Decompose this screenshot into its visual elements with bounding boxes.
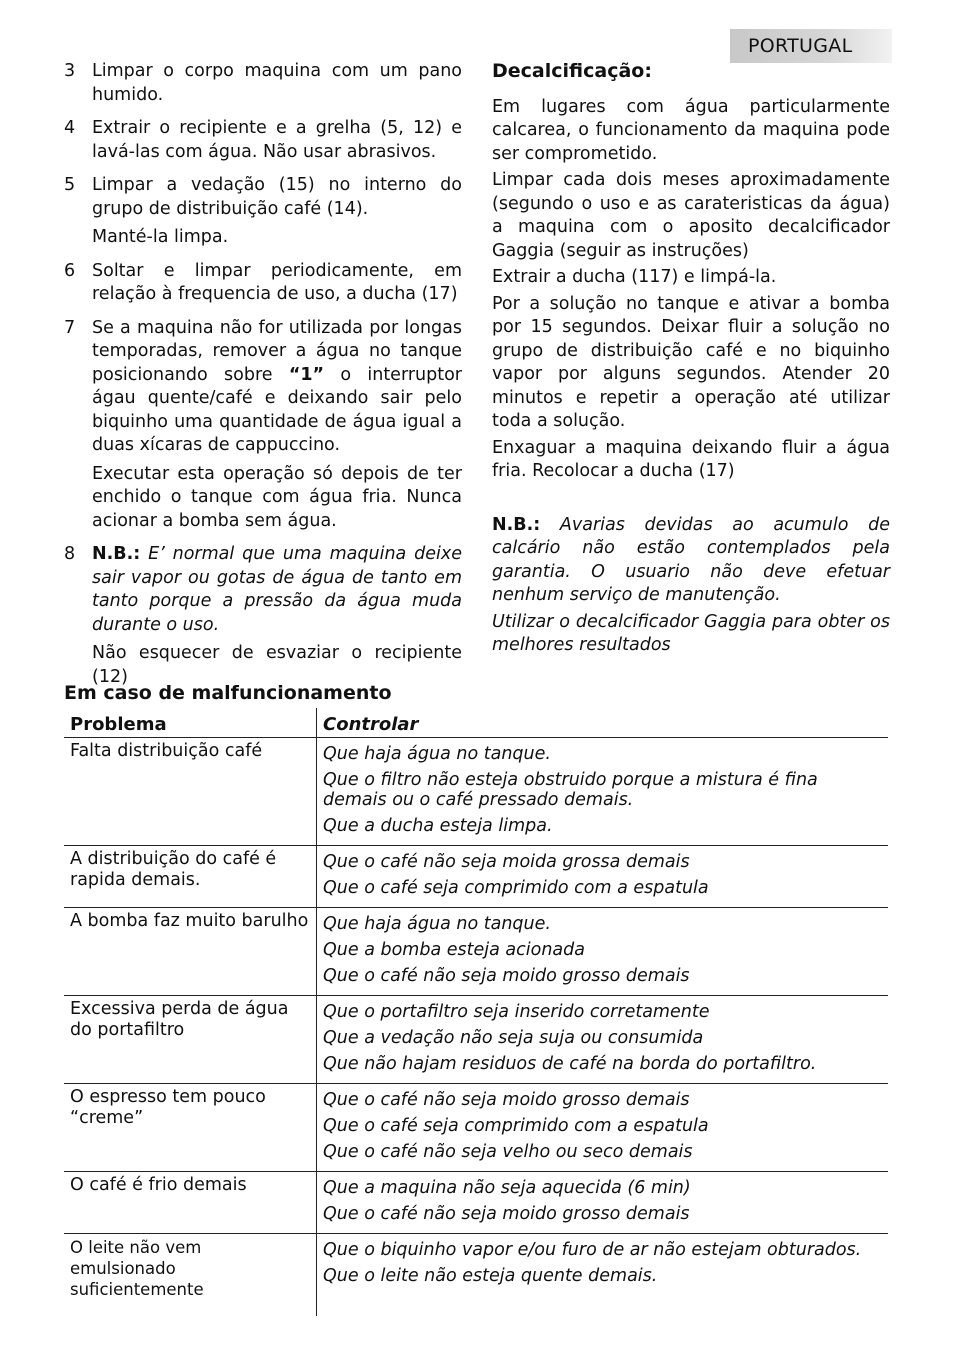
check-item: Que a maquina não seja aquecida (6 min)	[323, 1178, 691, 1198]
check-item: Que o leite não esteja quente demais.	[323, 1266, 658, 1286]
item-text: Manté-la limpa.	[92, 227, 229, 247]
table-row	[64, 908, 888, 996]
item-text: Se a maquina não for utilizada por longas temporadas, remover a água no tanque posicionando sobre “1” o interruptor ágau quente/café e deixando sair pelo biquinho uma quantidade de água igual a duas xícaras de cappuccino.	[92, 317, 462, 455]
list-item	[64, 60, 462, 112]
problem-cell: A bomba faz muito barulho	[70, 911, 309, 931]
check-item: Que haja água no tanque.	[323, 914, 551, 934]
descaling-section	[492, 60, 890, 661]
item-text: Limpar a vedação (15) no interno do grupo de distribuição café (14).	[92, 175, 462, 219]
problem-cell: Falta distribuição café	[70, 741, 263, 761]
check-cell	[317, 846, 889, 908]
item-text: Limpar o corpo maquina com um pano humido.	[92, 61, 462, 105]
check-item: Que a bomba esteja acionada	[323, 940, 585, 960]
check-cell	[317, 1234, 889, 1317]
column-header-check: Controlar	[317, 708, 889, 738]
check-item: Que o café não seja moido grosso demais	[323, 1090, 690, 1110]
paragraph: Em lugares com água particularmente calcarea, o funcionamento da maquina pode ser comprometido.	[492, 96, 890, 164]
check-item: Que o portafiltro seja inserido corretamente	[323, 1002, 710, 1022]
table-row	[64, 846, 888, 908]
problem-cell: Excessiva perda de água do portafiltro	[70, 999, 289, 1040]
check-item: Que o café não seja moida grossa demais	[323, 852, 690, 872]
item-number: 6	[64, 260, 76, 281]
check-item: Que haja água no tanque.	[323, 744, 551, 764]
column-header-problem: Problema	[70, 714, 167, 735]
table-row	[64, 1084, 888, 1172]
check-cell	[317, 1084, 889, 1172]
check-cell	[317, 1172, 889, 1234]
table-row	[64, 996, 888, 1084]
paragraph: Por a solução no tanque e ativar a bomba por 15 segundos. Deixar fluir a solução no grupo de distribuição café e no biquinho vapor por alguns segundos. Atender 20 minutos e repetir a operação até utilizar toda a solução.	[492, 293, 890, 431]
item-text: Extrair o recipiente e a grelha (5, 12) e lavá-las com água. Não usar abrasivos.	[92, 118, 462, 162]
list-item	[64, 543, 462, 694]
item-number: 3	[64, 61, 76, 81]
language-tab: PORTUGAL	[730, 29, 892, 63]
nb-label: N.B.:	[92, 544, 141, 564]
problem-cell: A distribuição do café é rapida demais.	[70, 849, 277, 890]
check-item: Que o café não seja moido grosso demais	[323, 1204, 690, 1224]
list-item	[64, 317, 462, 539]
item-number: 8	[64, 544, 76, 564]
item-number: 4	[64, 118, 76, 138]
check-item: Que o café seja comprimido com a espatula	[323, 1116, 709, 1136]
list-item	[64, 174, 462, 255]
table-header-row	[64, 708, 888, 738]
check-cell	[317, 996, 889, 1084]
paragraph: Enxaguar a maquina deixando fluir a água fria. Recolocar a ducha (17)	[492, 437, 890, 481]
cleaning-list	[64, 60, 462, 699]
problem-cell: O café é frio demais	[70, 1175, 247, 1195]
table-row	[64, 1172, 888, 1234]
item-number: 5	[64, 175, 76, 195]
check-item: Que não hajam residuos de café na borda do portafiltro.	[323, 1054, 817, 1074]
paragraph: Limpar cada dois meses aproximadamente (segundo o uso e as carateristicas da água) a maquina com o aposito decalcificador Gaggia (seguir as instruções)	[492, 170, 890, 261]
table-row	[64, 1234, 888, 1317]
nb-label: N.B.:	[492, 514, 541, 535]
check-item: Que o café não seja velho ou seco demais	[323, 1142, 693, 1162]
item-number: 7	[64, 317, 76, 338]
list-item	[64, 117, 462, 169]
list-item	[64, 260, 462, 312]
switch-position-label: “1”	[288, 364, 325, 385]
check-item: Que a vedação não seja suja ou consumida	[323, 1028, 704, 1048]
check-item: Que o filtro não esteja obstruido porque a mistura é fina demais ou o café pressado demais.	[323, 770, 818, 810]
section-title: Decalcificação:	[492, 60, 652, 82]
paragraph: Extrair a ducha (117) e limpá-la.	[492, 267, 777, 287]
item-text: Soltar e limpar periodicamente, em relação à frequencia de uso, a ducha (17)	[92, 260, 462, 304]
check-item: Que o café seja comprimido com a espatula	[323, 878, 709, 898]
problem-cell: O leite não vem emulsionado suficientemente	[70, 1238, 204, 1299]
troubleshooting-title: Em caso de malfuncionamento	[64, 682, 392, 704]
note-text: N.B.: E’ normal que uma maquina deixe sair vapor ou gotas de água de tanto em tanto porque a pressão da água muda durante o uso.	[92, 544, 462, 635]
item-text: Executar esta operação só depois de ter enchido o tanque com água fria. Nunca acionar a bomba sem água.	[92, 463, 462, 531]
check-cell	[317, 738, 889, 846]
problem-cell: O espresso tem pouco “creme”	[70, 1087, 266, 1128]
check-item: Que a ducha esteja limpa.	[323, 816, 553, 836]
check-item: Que o café não seja moido grosso demais	[323, 966, 690, 986]
note-text: N.B.: Avarias devidas ao acumulo de calcário não estão contemplados pela garantia. O usuario não deve efetuar nenhum serviço de manutenção.	[492, 514, 890, 605]
table-row	[64, 738, 888, 846]
troubleshooting-table	[64, 708, 888, 1316]
check-cell	[317, 908, 889, 996]
note-text: Utilizar o decalcificador Gaggia para obter os melhores resultados	[492, 611, 890, 655]
item-text: Não esquecer de esvaziar o recipiente (12)	[92, 643, 462, 687]
check-item: Que o biquinho vapor e/ou furo de ar não estejam obturados.	[323, 1240, 862, 1260]
